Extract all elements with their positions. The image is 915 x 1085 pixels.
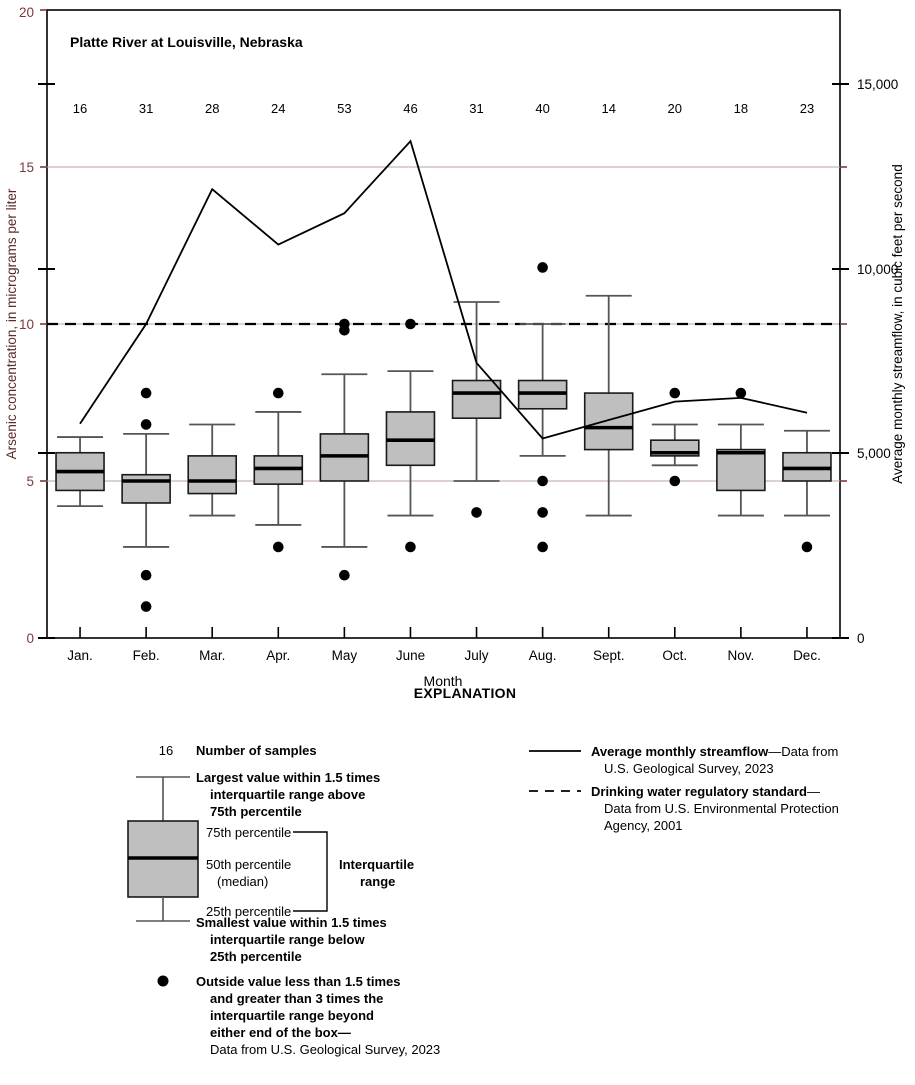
outlier-point (339, 325, 350, 336)
box-iqr (453, 381, 501, 419)
legend-streamflow-rest: —Data from (768, 744, 839, 759)
left-axis-title: Arsenic concentration, in micrograms per liter (4, 188, 19, 460)
right-tick-label-10000: 10,000 (857, 262, 899, 277)
explanation-heading: EXPLANATION (413, 685, 517, 701)
sample-count-feb: 31 (138, 101, 154, 116)
x-label-june: June (395, 648, 426, 663)
legend-p75-label: 75th percentile (206, 825, 292, 840)
x-label-aug: Aug. (528, 648, 557, 663)
legend-sample-count-value: 16 (158, 743, 174, 758)
legend-standard-bold: Drinking water regulatory standard (591, 784, 807, 799)
sample-count-mar: 28 (204, 101, 220, 116)
right-tick-label-0: 0 (857, 631, 865, 646)
sample-count-apr: 24 (271, 101, 286, 116)
x-label-oct: Oct. (662, 648, 688, 663)
outlier-point (537, 542, 548, 553)
legend-lower-whisker-line3: 25th percentile (210, 949, 302, 964)
left-tick-label-15: 15 (18, 160, 34, 175)
legend-upper-whisker-line2: interquartile range above (210, 787, 366, 802)
legend-iqr-line2: range (360, 874, 396, 889)
box-iqr (188, 456, 236, 494)
outlier-point (141, 601, 152, 612)
sample-count-sept: 14 (601, 101, 616, 116)
legend-standard-line2: Data from U.S. Environmental Protection (604, 801, 839, 816)
sample-count-nov: 18 (733, 101, 749, 116)
outlier-point (273, 542, 284, 553)
box-iqr (122, 475, 170, 503)
x-label-sept: Sept. (592, 648, 625, 663)
outlier-point (736, 388, 747, 399)
legend-outlier-line3: interquartile range beyond (210, 1008, 374, 1023)
x-label-may: May (331, 648, 358, 663)
legend-standard-text (591, 784, 820, 799)
legend-outlier-dot (158, 976, 169, 987)
outlier-point (141, 570, 152, 581)
legend-lower-whisker-line1: Smallest value within 1.5 times (196, 915, 387, 930)
legend-outlier-line2: and greater than 3 times the (210, 991, 384, 1006)
legend-iqr-bracket (293, 832, 327, 911)
left-axis-ticks (40, 10, 47, 638)
right-tick-label-5000: 5,000 (857, 446, 891, 461)
box-iqr (585, 393, 633, 450)
legend-box-diagram (128, 777, 198, 987)
outlier-point (405, 319, 416, 330)
outlier-point (405, 542, 416, 553)
legend-outlier-line1: Outside value less than 1.5 times (196, 974, 401, 989)
legend-upper-whisker-line3: 75th percentile (210, 804, 302, 819)
legend-sample-count-label: Number of samples (196, 743, 317, 758)
left-tick-label-20: 20 (18, 5, 34, 20)
outlier-point (141, 419, 152, 430)
outlier-point (669, 388, 680, 399)
arsenic-ticks-right (840, 167, 847, 481)
legend-iqr-line1: Interquartile (339, 857, 415, 872)
legend-p50-sublabel: (median) (217, 874, 269, 889)
legend-outlier-source: Data from U.S. Geological Survey, 2023 (210, 1042, 441, 1057)
outlier-point (471, 507, 482, 518)
sample-count-july: 31 (469, 101, 484, 116)
sample-count-oct: 20 (667, 101, 683, 116)
outlier-point (669, 476, 680, 487)
legend-streamflow-text (591, 744, 838, 759)
sample-count-aug: 40 (535, 101, 550, 116)
left-tick-label-0: 0 (26, 631, 34, 646)
x-label-mar: Mar. (199, 648, 226, 663)
right-tick-label-15000: 15,000 (857, 77, 899, 92)
legend-outlier-line4: either end of the box— (210, 1025, 351, 1040)
x-label-apr: Apr. (266, 648, 291, 663)
legend-upper-whisker-line1: Largest value within 1.5 times (196, 770, 381, 785)
sample-count-june: 46 (403, 101, 418, 116)
x-label-nov: Nov. (727, 648, 755, 663)
legend-standard-rest: — (807, 784, 820, 799)
box-iqr (717, 450, 765, 491)
outlier-point (537, 507, 548, 518)
x-label-feb: Feb. (132, 648, 160, 663)
sample-count-may: 53 (337, 101, 352, 116)
x-label-jan: Jan. (67, 648, 93, 663)
legend-p25-label: 25th percentile (206, 904, 292, 919)
legend-standard-line3: Agency, 2001 (604, 818, 683, 833)
outlier-point (537, 262, 548, 273)
right-axis-title: Average monthly streamflow, in cubic feet per second (890, 164, 905, 484)
sample-count-dec: 23 (799, 101, 815, 116)
plot-title: Platte River at Louisville, Nebraska (70, 34, 303, 50)
legend-iqr-bracket-path (293, 832, 327, 911)
legend-p50-label: 50th percentile (206, 857, 292, 872)
left-tick-labels (19, 5, 34, 646)
x-label-july: July (464, 648, 489, 663)
legend-streamflow-line2: U.S. Geological Survey, 2023 (604, 761, 774, 776)
x-label-dec: Dec. (793, 648, 821, 663)
outlier-point (537, 476, 548, 487)
legend-streamflow-bold: Average monthly streamflow (591, 744, 769, 759)
x-axis-title: Month (423, 673, 463, 689)
outlier-point (802, 542, 813, 553)
sample-count-jan: 16 (72, 101, 88, 116)
outlier-point (273, 388, 284, 399)
left-tick-label-5: 5 (26, 474, 34, 489)
legend-lower-whisker-line2: interquartile range below (210, 932, 365, 947)
left-tick-label-10: 10 (18, 317, 34, 332)
outlier-point (141, 388, 152, 399)
outlier-point (339, 570, 350, 581)
